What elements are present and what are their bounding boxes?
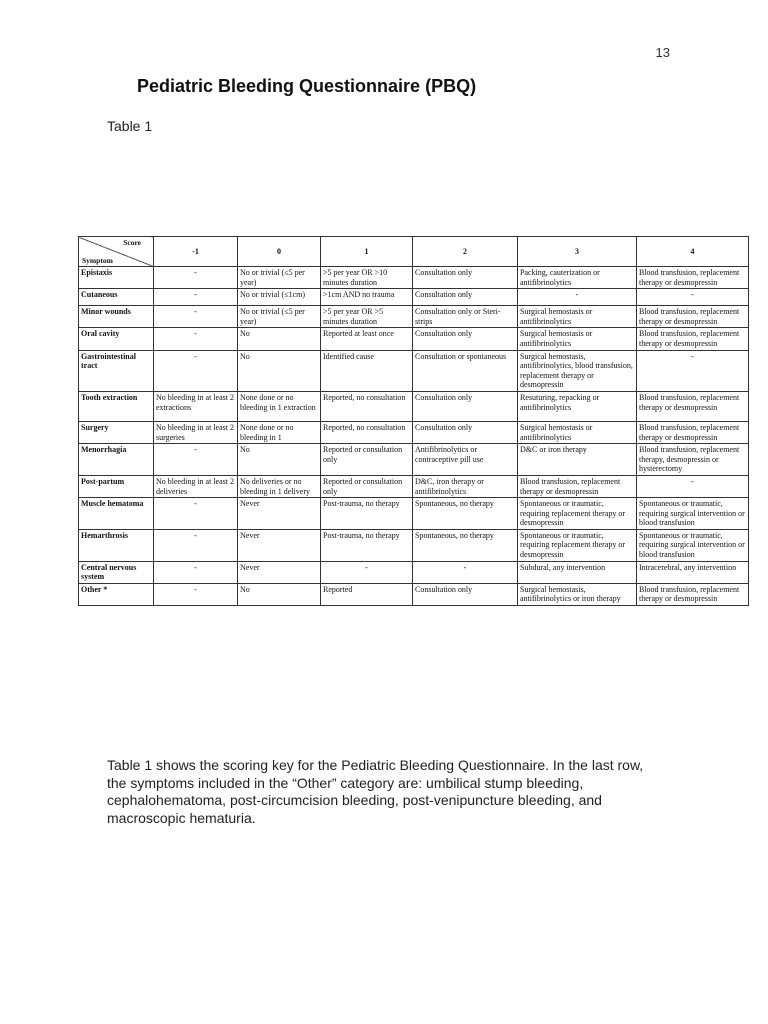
table-cell: -	[154, 267, 238, 289]
table-row	[79, 583, 749, 605]
table-cell: Consultation only	[413, 267, 518, 289]
table-row	[79, 267, 749, 289]
table-cell: Reported	[321, 583, 413, 605]
table-cell: Spontaneous or traumatic, requiring surgical intervention or blood transfusion	[637, 498, 749, 530]
score-column-header: 2	[413, 237, 518, 267]
table-cell: >5 per year OR >5 minutes duration	[321, 306, 413, 328]
symptom-cell: Gastrointestinal tract	[79, 350, 154, 391]
table-cell: Consultation only	[413, 328, 518, 350]
symptom-cell: Minor wounds	[79, 306, 154, 328]
table-cell: -	[154, 444, 238, 476]
table-cell: Consultation only	[413, 421, 518, 443]
table-cell: Resuturing, repacking or antifibrinolytics	[518, 391, 637, 421]
table-cell: Spontaneous, no therapy	[413, 529, 518, 561]
table-cell: Blood transfusion, replacement therapy or desmopressin	[637, 421, 749, 443]
table-cell: Reported or consultation only	[321, 444, 413, 476]
table-cell: -	[154, 529, 238, 561]
table-cell: D&C or iron therapy	[518, 444, 637, 476]
table-cell: Post-trauma, no therapy	[321, 498, 413, 530]
table-cell: Reported or consultation only	[321, 475, 413, 497]
table-cell: Surgical hemostasis, antifibrinolytics or iron therapy	[518, 583, 637, 605]
symptom-cell: Tooth extraction	[79, 391, 154, 421]
table-cell: -	[154, 498, 238, 530]
table-cell: -	[154, 583, 238, 605]
table-row	[79, 475, 749, 497]
table-corner-cell	[79, 237, 154, 267]
table-cell: Surgical hemostasis, antifibrinolytics, blood transfusion, replacement therapy or desmopressin	[518, 350, 637, 391]
symptom-cell: Epistaxis	[79, 267, 154, 289]
table-cell: No bleeding in at least 2 surgeries	[154, 421, 238, 443]
table-cell: Spontaneous or traumatic, requiring replacement therapy or desmopressin	[518, 529, 637, 561]
page-title: Pediatric Bleeding Questionnaire (PBQ)	[137, 76, 477, 96]
table-row	[79, 350, 749, 391]
table-cell: Surgical hemostasis or antifibrinolytics	[518, 328, 637, 350]
symptom-cell: Oral cavity	[79, 328, 154, 350]
table-cell: Consultation only	[413, 583, 518, 605]
table-cell: Reported, no consultation	[321, 391, 413, 421]
score-column-header: 4	[637, 237, 749, 267]
table-cell: No bleeding in at least 2 deliveries	[154, 475, 238, 497]
symptom-header-label: Symptom	[82, 256, 113, 265]
table-cell: -	[154, 289, 238, 306]
table-cell: No or trivial (≤1cm)	[238, 289, 321, 306]
table-row	[79, 289, 749, 306]
table-cell: Identified cause	[321, 350, 413, 391]
score-column-header: 1	[321, 237, 413, 267]
symptom-cell: Surgery	[79, 421, 154, 443]
table-cell: Spontaneous or traumatic, requiring replacement therapy or desmopressin	[518, 498, 637, 530]
table-cell: -	[518, 289, 637, 306]
table-cell: -	[637, 475, 749, 497]
table-cell: Consultation only	[413, 289, 518, 306]
pbq-scoring-table	[78, 236, 749, 606]
table-cell: -	[637, 289, 749, 306]
table-cell: -	[154, 350, 238, 391]
table-cell: Reported, no consultation	[321, 421, 413, 443]
table-cell: -	[154, 306, 238, 328]
table-cell: Intracerebral, any intervention	[637, 561, 749, 583]
table-cell: -	[637, 350, 749, 391]
table-cell: Consultation or spontaneous	[413, 350, 518, 391]
table-cell: >1cm AND no trauma	[321, 289, 413, 306]
table-cell: Blood transfusion, replacement therapy or desmopressin	[637, 583, 749, 605]
symptom-cell: Cutaneous	[79, 289, 154, 306]
table-description: Table 1 shows the scoring key for the Pediatric Bleeding Questionnaire. In the last row, the symptoms included in the “Other” category are: umbilical stump bleeding, cephalohematoma, post-circumcision bleeding, post-venipuncture bleeding, and macroscopic hematuria.	[107, 757, 644, 826]
table-cell: Reported at least once	[321, 328, 413, 350]
score-header-label: Score	[123, 238, 141, 247]
table-cell: Post-trauma, no therapy	[321, 529, 413, 561]
table-cell: No	[238, 328, 321, 350]
table-cell: Antifibrinolytics or contraceptive pill use	[413, 444, 518, 476]
table-cell: -	[154, 328, 238, 350]
table-cell: Blood transfusion, replacement therapy or desmopressin	[637, 306, 749, 328]
table-cell: Spontaneous, no therapy	[413, 498, 518, 530]
table-cell: -	[154, 561, 238, 583]
table-row	[79, 561, 749, 583]
table-cell: -	[413, 561, 518, 583]
table-cell: No bleeding in at least 2 extractions	[154, 391, 238, 421]
table-row	[79, 306, 749, 328]
table-cell: None done or no bleeding in 1 extraction	[238, 391, 321, 421]
table-row	[79, 328, 749, 350]
table-header-row	[79, 237, 749, 267]
table-cell: No	[238, 350, 321, 391]
table-cell: Blood transfusion, replacement therapy or desmopressin	[637, 328, 749, 350]
table-cell: >5 per year OR >10 minutes duration	[321, 267, 413, 289]
table-row	[79, 444, 749, 476]
symptom-cell: Menorrhagia	[79, 444, 154, 476]
table-cell: No deliveries or no bleeding in 1 delivery	[238, 475, 321, 497]
table-row	[79, 529, 749, 561]
table-cell: No	[238, 444, 321, 476]
table-cell: Consultation only	[413, 391, 518, 421]
table-cell: D&C, iron therapy or antifibrinolytics	[413, 475, 518, 497]
table-row	[79, 421, 749, 443]
table-cell: Never	[238, 561, 321, 583]
table-cell: Consultation only or Steri-strips	[413, 306, 518, 328]
table-caption: Table 1	[107, 118, 153, 134]
table-cell: Spontaneous or traumatic, requiring surgical intervention or blood transfusion	[637, 529, 749, 561]
table-row	[79, 391, 749, 421]
table-cell: Blood transfusion, replacement therapy or desmopressin	[518, 475, 637, 497]
table-cell: Blood transfusion, replacement therapy, desmopressin or hysterectomy	[637, 444, 749, 476]
table-cell: Subdural, any intervention	[518, 561, 637, 583]
table-cell: Blood transfusion, replacement therapy or desmopressin	[637, 391, 749, 421]
symptom-cell: Other *	[79, 583, 154, 605]
table-cell: -	[321, 561, 413, 583]
score-column-header: 3	[518, 237, 637, 267]
table-cell: Never	[238, 498, 321, 530]
table-cell: Never	[238, 529, 321, 561]
table-cell: None done or no bleeding in 1	[238, 421, 321, 443]
symptom-cell: Muscle hematoma	[79, 498, 154, 530]
page-number: 13	[655, 45, 670, 60]
table-cell: No	[238, 583, 321, 605]
score-column-header: 0	[238, 237, 321, 267]
table-cell: Surgical hemostasis or antifibrinolytics	[518, 306, 637, 328]
table-cell: No or trivial (≤5 per year)	[238, 306, 321, 328]
table-row	[79, 498, 749, 530]
symptom-cell: Hemarthrosis	[79, 529, 154, 561]
symptom-cell: Central nervous system	[79, 561, 154, 583]
symptom-cell: Post-partum	[79, 475, 154, 497]
table-cell: No or trivial (≤5 per year)	[238, 267, 321, 289]
score-column-header: -1	[154, 237, 238, 267]
table-cell: Packing, cauterization or antifibrinolytics	[518, 267, 637, 289]
table-cell: Surgical hemostasis or antifibrinolytics	[518, 421, 637, 443]
table-cell: Blood transfusion, replacement therapy or desmopressin	[637, 267, 749, 289]
